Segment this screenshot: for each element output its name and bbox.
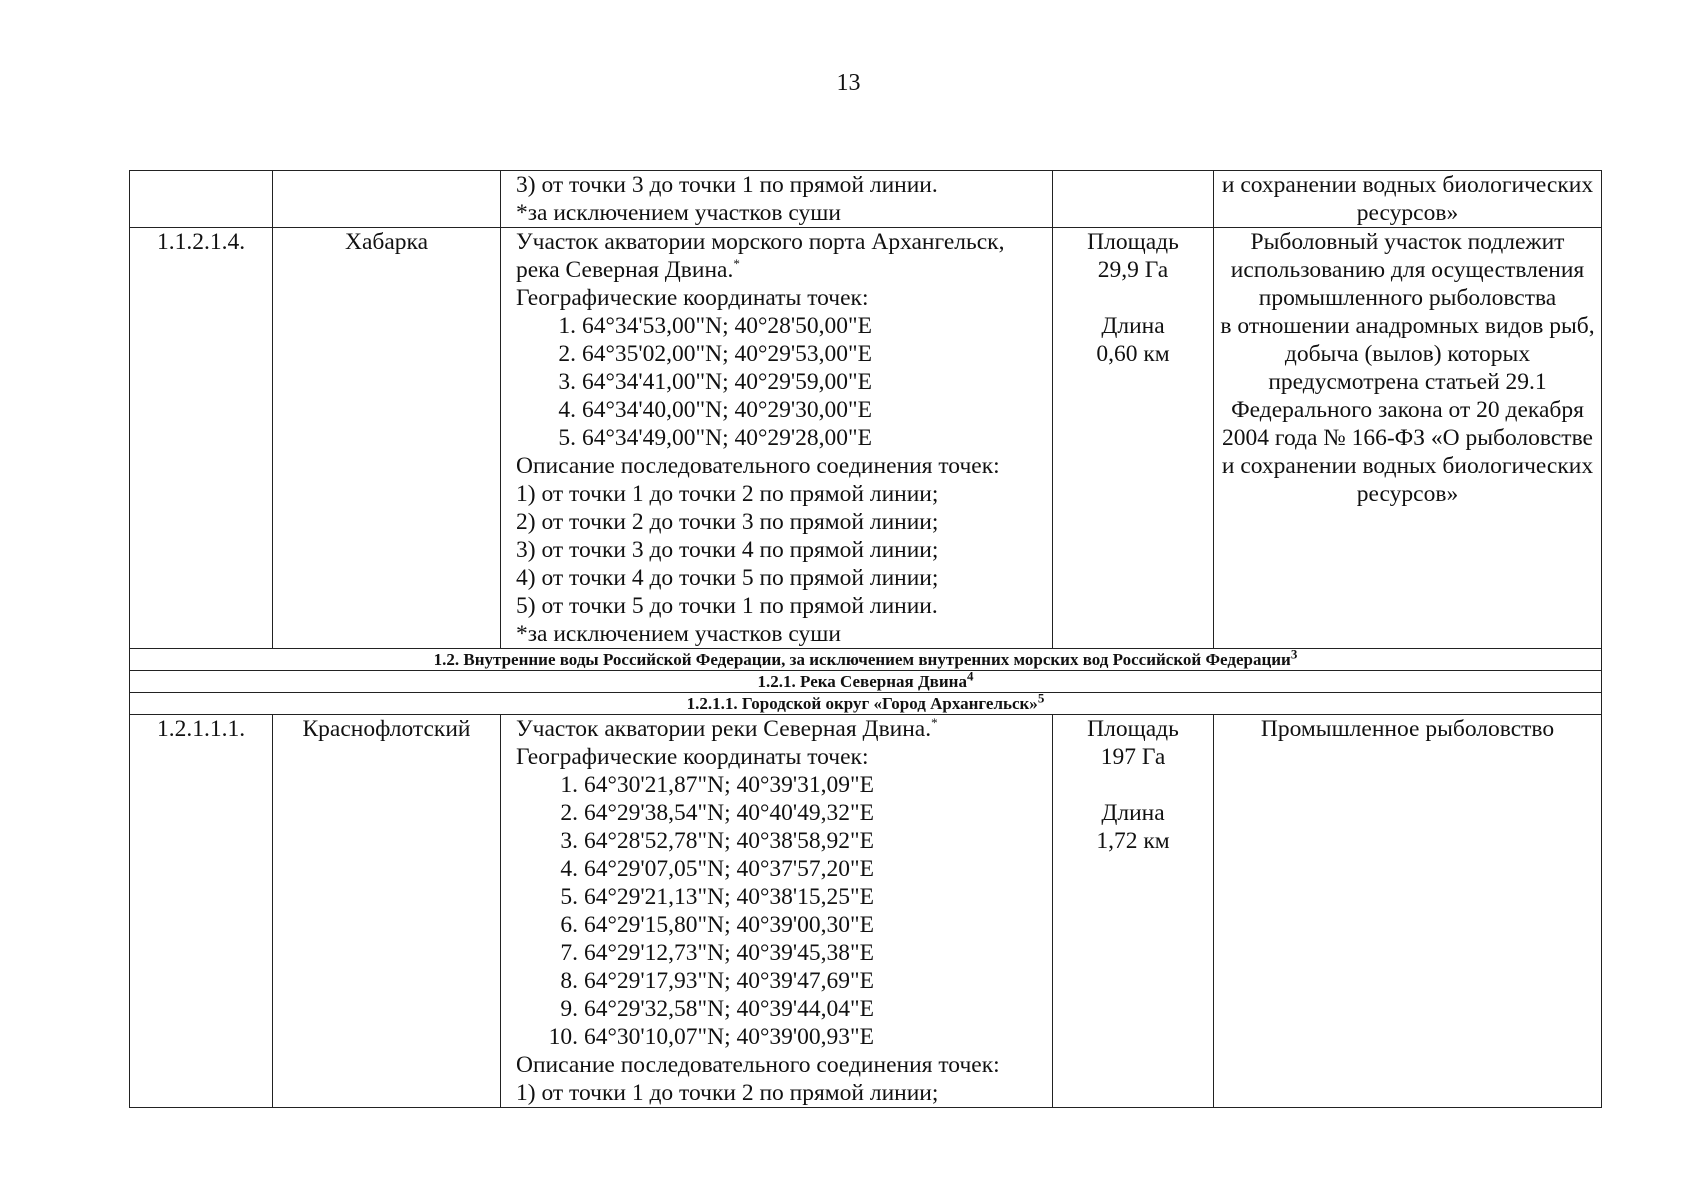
connection-line: 1) от точки 1 до точки 2 по прямой линии; bbox=[516, 1080, 939, 1106]
footnote-mark: * bbox=[931, 715, 938, 731]
connection-heading: Описание последовательного соединения точек: bbox=[516, 453, 1000, 479]
purpose-line: ресурсов» bbox=[1356, 200, 1459, 226]
description-cell bbox=[501, 715, 1053, 1108]
coord-item: 4. 64°29'07,05"N; 40°37'57,20"E bbox=[560, 856, 874, 882]
purpose-line: промышленного рыболовства bbox=[1258, 285, 1557, 311]
length-value: 0,60 км bbox=[1096, 341, 1170, 367]
area-value: 29,9 Га bbox=[1097, 257, 1169, 283]
intro-line: Участок акватории морского порта Архангельск, bbox=[516, 229, 1005, 255]
area-name: Хабарка bbox=[273, 228, 501, 649]
coord-item: 7. 64°29'12,73"N; 40°39'45,38"E bbox=[560, 940, 874, 966]
description-line: 3) от точки 3 до точки 1 по прямой линии. bbox=[516, 172, 938, 198]
row-number: 1.2.1.1.1. bbox=[130, 715, 273, 1108]
length-value: 1,72 км bbox=[1096, 828, 1170, 854]
area-name: Краснофлотский bbox=[273, 715, 501, 1108]
purpose-cell: Промышленное рыболовство bbox=[1214, 715, 1602, 1108]
footnote-line: *за исключением участков суши bbox=[516, 200, 841, 226]
coords-list bbox=[516, 312, 1052, 452]
section-header: 1.2. Внутренние воды Российской Федерации, за исключением внутренних морских вод Российской Федерации$^3$ bbox=[130, 649, 1602, 671]
purpose-line: и сохранении водных биологических bbox=[1221, 172, 1594, 198]
connection-heading: Описание последовательного соединения точек: bbox=[516, 1052, 1000, 1078]
purpose-line: использованию для осуществления bbox=[1230, 257, 1585, 283]
coord-item: 6. 64°29'15,80"N; 40°39'00,30"E bbox=[560, 912, 874, 938]
purpose-cell bbox=[1214, 171, 1602, 228]
coord-item: 10. 64°30'10,07"N; 40°39'00,93"E bbox=[548, 1024, 874, 1050]
size-cell bbox=[1053, 715, 1214, 1108]
section-header: 1.2.1. Река Северная Двина$^4$ bbox=[130, 671, 1602, 693]
footnote-line: *за исключением участков суши bbox=[516, 621, 841, 647]
size-cell-empty bbox=[1053, 171, 1214, 228]
coord-item: 3. 64°34'41,00"N; 40°29'59,00"E bbox=[558, 369, 872, 395]
purpose-line: Рыболовный участок подлежит bbox=[1250, 229, 1565, 255]
purpose-line: ресурсов» bbox=[1356, 481, 1459, 507]
purpose-line: и сохранении водных биологических bbox=[1221, 453, 1594, 479]
section-header-row bbox=[130, 671, 1602, 693]
coord-item: 2. 64°35'02,00"N; 40°29'53,00"E bbox=[558, 341, 872, 367]
connection-line: 1) от точки 1 до точки 2 по прямой линии; bbox=[516, 481, 939, 507]
coord-item: 4. 64°34'40,00"N; 40°29'30,00"E bbox=[558, 397, 872, 423]
purpose-line: в отношении анадромных видов рыб, bbox=[1220, 313, 1595, 339]
fishing-areas-table bbox=[129, 170, 1602, 1108]
coords-list bbox=[516, 771, 1052, 1051]
table-row-continued bbox=[130, 171, 1602, 228]
purpose-line: предусмотрена статьей 29.1 bbox=[1268, 369, 1547, 395]
table-row-krasnoflotsky bbox=[130, 715, 1602, 1108]
purpose-line: Федерального закона от 20 декабря bbox=[1231, 397, 1584, 423]
row-number: 1.1.2.1.4. bbox=[130, 228, 273, 649]
table-row-khabarka bbox=[130, 228, 1602, 649]
coord-item: 2. 64°29'38,54"N; 40°40'49,32"E bbox=[560, 800, 874, 826]
intro-line: река Северная Двина.* bbox=[516, 256, 740, 283]
intro-line: Участок акватории реки Северная Двина.* bbox=[516, 715, 938, 742]
coord-item: 9. 64°29'32,58"N; 40°39'44,04"E bbox=[560, 996, 874, 1022]
purpose-line: 2004 года № 166-ФЗ «О рыболовстве bbox=[1222, 425, 1593, 451]
connection-line: 3) от точки 3 до точки 4 по прямой линии; bbox=[516, 537, 939, 563]
coord-item: 1. 64°34'53,00"N; 40°28'50,00"E bbox=[558, 313, 872, 339]
section-header-row bbox=[130, 649, 1602, 671]
size-cell bbox=[1053, 228, 1214, 649]
description-cell bbox=[501, 228, 1053, 649]
length-label: Длина bbox=[1101, 800, 1165, 826]
page-number: 13 bbox=[836, 70, 861, 96]
coord-item: 5. 64°29'21,13"N; 40°38'15,25"E bbox=[560, 884, 874, 910]
name-cell-empty bbox=[273, 171, 501, 228]
coord-item: 1. 64°30'21,87"N; 40°39'31,09"E bbox=[560, 772, 874, 798]
coords-heading: Географические координаты точек: bbox=[516, 744, 869, 770]
connection-line: 4) от точки 4 до точки 5 по прямой линии; bbox=[516, 565, 939, 591]
coord-item: 3. 64°28'52,78"N; 40°38'58,92"E bbox=[560, 828, 874, 854]
purpose-cell bbox=[1214, 228, 1602, 649]
purpose-line: добыча (вылов) которых bbox=[1284, 341, 1531, 367]
connection-line: 5) от точки 5 до точки 1 по прямой линии. bbox=[516, 593, 938, 619]
description-cell bbox=[501, 171, 1053, 228]
number-cell-empty bbox=[130, 171, 273, 228]
coord-item: 5. 64°34'49,00"N; 40°29'28,00"E bbox=[558, 425, 872, 451]
footnote-mark: * bbox=[733, 256, 740, 272]
connection-line: 2) от точки 2 до точки 3 по прямой линии; bbox=[516, 509, 939, 535]
coords-heading: Географические координаты точек: bbox=[516, 285, 869, 311]
area-value: 197 Га bbox=[1100, 744, 1166, 770]
area-label: Площадь bbox=[1087, 229, 1179, 255]
section-header-row bbox=[130, 693, 1602, 715]
section-header: 1.2.1.1. Городской округ «Город Архангельск»$^5$ bbox=[130, 693, 1602, 715]
coord-item: 8. 64°29'17,93"N; 40°39'47,69"E bbox=[560, 968, 874, 994]
area-label: Площадь bbox=[1087, 716, 1179, 742]
length-label: Длина bbox=[1101, 313, 1165, 339]
